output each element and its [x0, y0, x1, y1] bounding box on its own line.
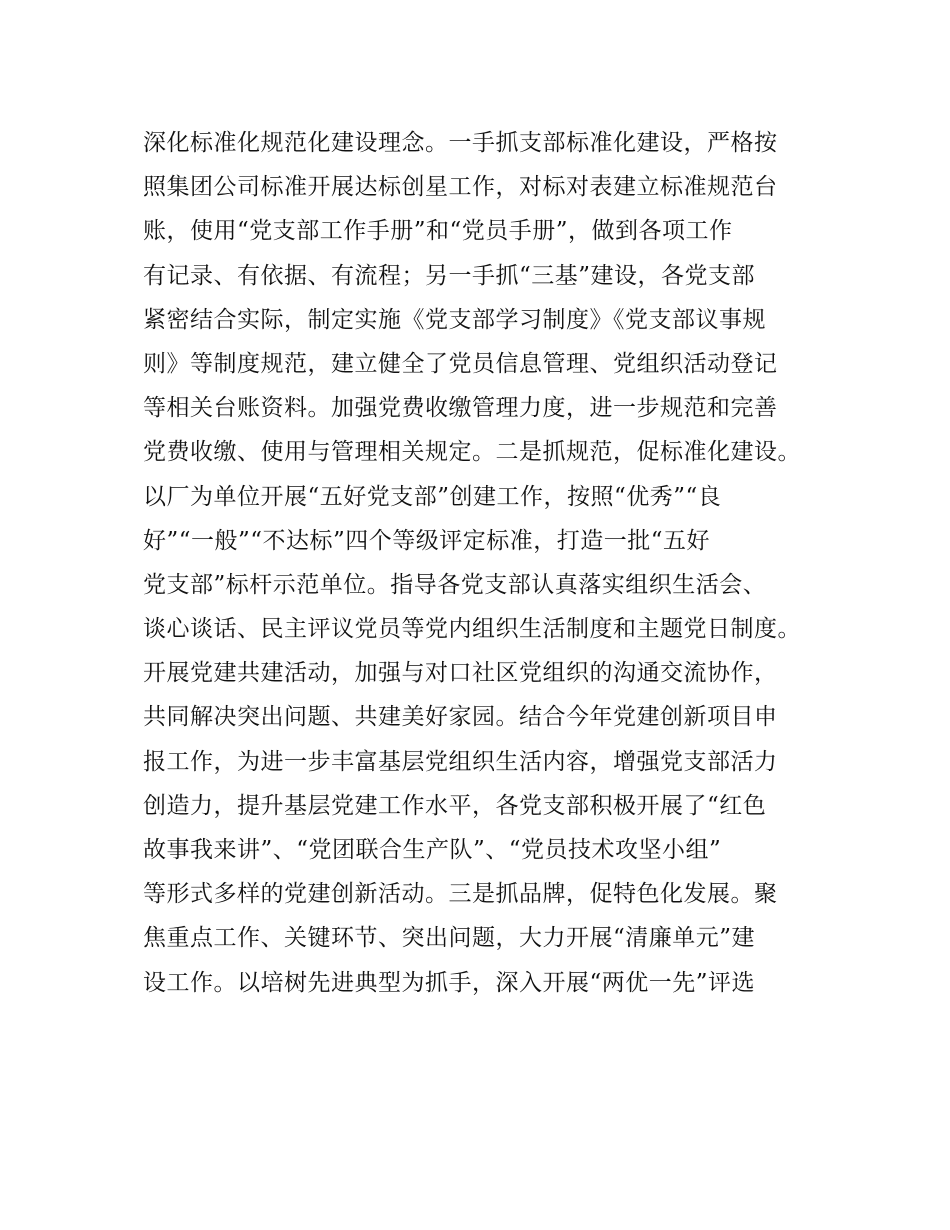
text-line: 共同解决突出问题、共建美好家园。结合今年党建创新项目申	[143, 704, 778, 731]
text-line: 则》等制度规范，建立健全了党员信息管理、党组织活动登记	[143, 350, 778, 377]
text-line: 等形式多样的党建创新活动。三是抓品牌，促特色化发展。聚	[143, 881, 778, 908]
text-line: 紧密结合实际，制定实施《党支部学习制度》《党支部议事规	[143, 306, 766, 333]
text-line: 设工作。以培树先进典型为抓手，深入开展“两优一先”评选	[143, 969, 756, 996]
text-line: 党费收缴、使用与管理相关规定。二是抓规范，促标准化建设。	[143, 439, 801, 466]
text-line: 有记录、有依据、有流程；另一手抓“三基”建设，各党支部	[143, 262, 756, 289]
text-line: 以厂为单位开展“五好党支部”创建工作，按照“优秀”“良	[143, 483, 722, 510]
text-line: 党支部”标杆示范单位。指导各党支部认真落实组织生活会、	[143, 571, 767, 598]
document-body	[143, 121, 843, 1005]
text-line: 账，使用“党支部工作手册”和“党员手册”，做到各项工作	[143, 218, 733, 245]
text-line: 照集团公司标准开展达标创星工作，对标对表建立标准规范台	[143, 174, 778, 201]
text-line: 开展党建共建活动，加强与对口社区党组织的沟通交流协作，	[143, 660, 778, 687]
text-line: 焦重点工作、关键环节、突出问题，大力开展“清廉单元”建	[143, 925, 756, 952]
text-line: 深化标准化规范化建设理念。一手抓支部标准化建设，严格按	[143, 130, 778, 156]
text-line: 报工作，为进一步丰富基层党组织生活内容，增强党支部活力	[143, 748, 778, 775]
text-line: 创造力，提升基层党建工作水平，各党支部积极开展了“红色	[143, 792, 767, 819]
text-line: 等相关台账资料。加强党费收缴管理力度，进一步规范和完善	[143, 395, 778, 422]
text-line: 好”“一般”“不达标”四个等级评定标准，打造一批“五好	[143, 527, 711, 554]
text-line: 谈心谈话、民主评议党员等党内组织生活制度和主题党日制度。	[143, 616, 801, 643]
text-line: 故事我来讲”、“党团联合生产队”、“党员技术攻坚小组”	[143, 837, 722, 863]
